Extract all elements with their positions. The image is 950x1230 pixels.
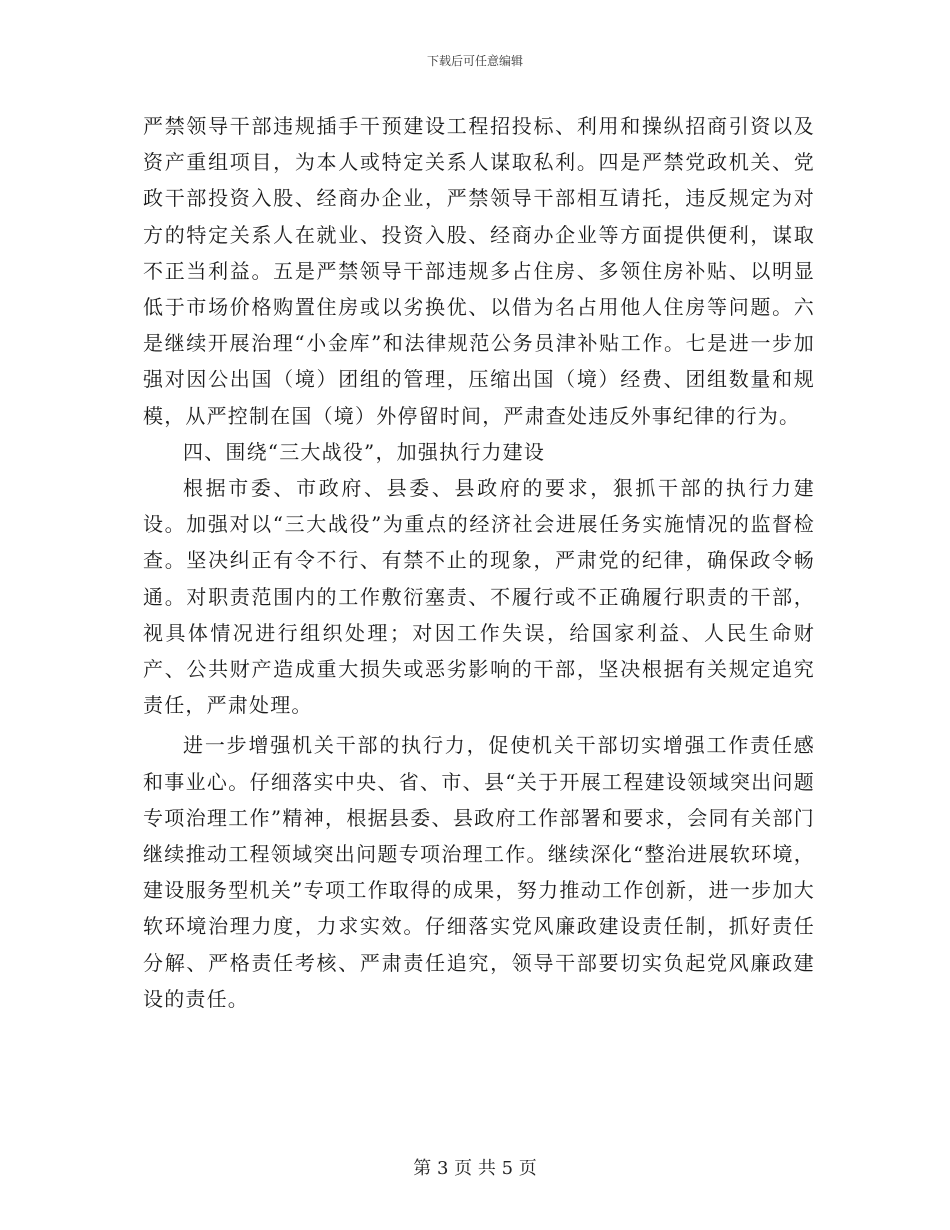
page-header-note: 下载后可任意编辑 xyxy=(426,54,523,68)
page-number: 第 3 页 共 5 页 xyxy=(413,1158,537,1179)
section-heading: 四、围绕“三大战役”，加强执行力建设 xyxy=(183,439,546,464)
document-body xyxy=(143,108,815,1017)
paragraph-continued: 严禁领导干部违规插手干预建设工程招投标、利用和操纵招商引资以及资产重组项目，为本人或特定关系人谋取私利。四是严禁党政机关、党政干部投资入股、经商办企业，严禁领导干部相互请托，违反规定为对方的特定关系人在就业、投资入股、经商办企业等方面提供便利，谋取不正当利益。五是严禁领导干部违规多占住房、多领住房补贴、以明显低于市场价格购置住房或以劣换优、以借为名占用他人住房等问题。六是继续开展治理“小金库”和法律规范公务员津补贴工作。七是进一步加强对因公出国（境）团组的管理，压缩出国（境）经费、团组数量和规模，从严控制在国（境）外停留时间，严肃查处违反外事纪律的行为。 xyxy=(143,114,815,428)
paragraph: 根据市委、市政府、县委、县政府的要求，狠抓干部的执行力建设。加强对以“三大战役”为重点的经济社会进展任务实施情况的监督检查。坚决纠正有令不行、有禁不止的现象，严肃党的纪律，确保政令畅通。对职责范围内的工作敷衍塞责、不履行或不正确履行职责的干部，视具体情况进行组织处理；对因工作失误，给国家利益、人民生命财产、公共财产造成重大损失或恶劣影响的干部，坚决根据有关规定追究责任，严肃处理。 xyxy=(143,476,815,718)
paragraph: 进一步增强机关干部的执行力，促使机关干部切实增强工作责任感和事业心。仔细落实中央、省、市、县“关于开展工程建设领域突出问题专项治理工作”精神，根据县委、县政府工作部署和要求，会同有关部门继续推动工程领域突出问题专项治理工作。继续深化“整治进展软环境，建设服务型机关”专项工作取得的成果，努力推动工作创新，进一步加大软环境治理力度，力求实效。仔细落实党风廉政建设责任制，抓好责任分解、严格责任考核、严肃责任追究，领导干部要切实负起党风廉政建设的责任。 xyxy=(143,733,815,1011)
